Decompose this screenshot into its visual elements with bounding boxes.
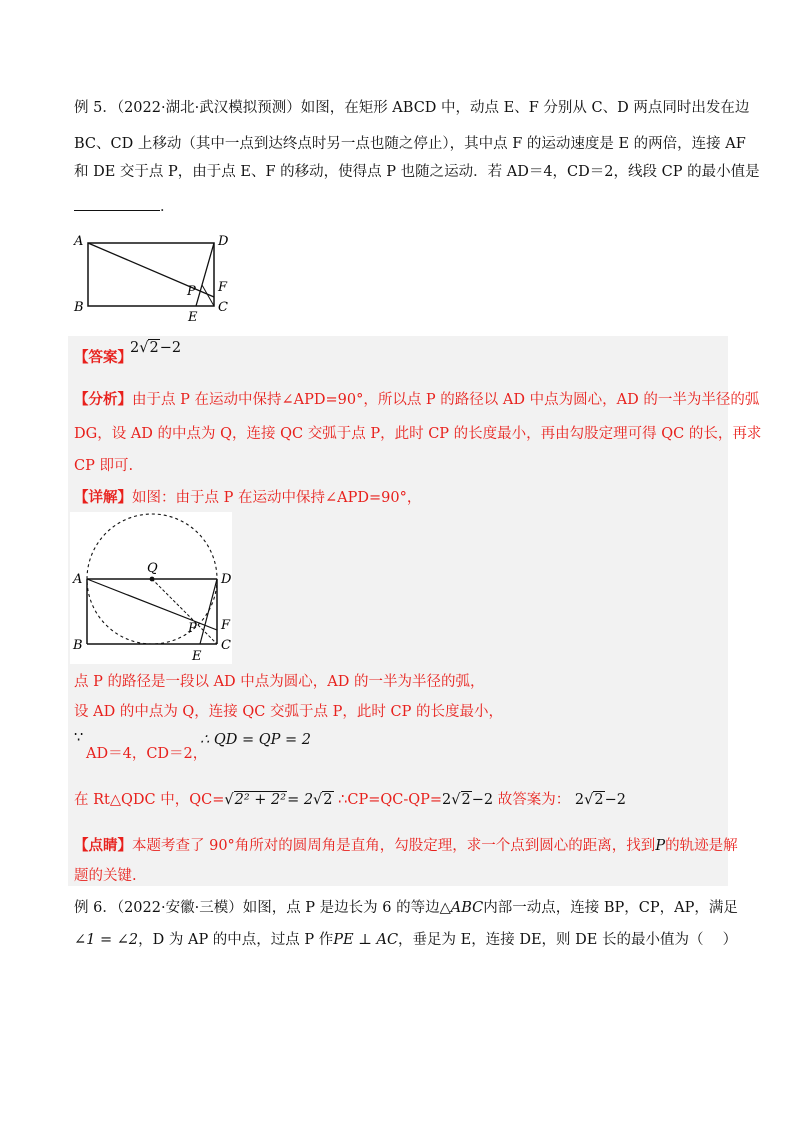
label-c: C bbox=[218, 300, 228, 315]
ex6-text-1b: 内部一动点，连接 BP，CP，AP，满足 bbox=[483, 900, 738, 916]
answer-label: 【答案】 bbox=[74, 349, 132, 366]
final-sqrt: √2 bbox=[584, 792, 604, 808]
ex5-line-2: BC、CD 上移动（其中一点到达终点时另一点也随之停止），其中点 F 的运动速度是 E 的两倍，连接 AF bbox=[74, 136, 746, 152]
ex5-line-3: 和 DE 交于点 P，由于点 E、F 的移动，使得点 P 也随之运动．若 AD＝4，CD＝2，线段 CP 的最小值是 bbox=[74, 164, 760, 180]
answer-coef: 2 bbox=[130, 340, 140, 356]
qc-sqrt-2: √2 bbox=[313, 792, 333, 808]
ex6-perpendicular: PE ⊥ AC bbox=[333, 932, 399, 948]
label-d: D bbox=[218, 234, 229, 249]
rt-line bbox=[74, 790, 626, 810]
label-a-2: A bbox=[73, 572, 83, 587]
comment-p: P bbox=[655, 838, 666, 854]
final-tail: −2 bbox=[604, 792, 626, 808]
analysis-label: 【分析】 bbox=[74, 391, 132, 408]
qc-radicand: 2² + 2² bbox=[234, 792, 287, 808]
ex5-line-4 bbox=[74, 196, 175, 217]
detail-intro bbox=[74, 488, 421, 508]
detail-line-2: 设 AD 的中点为 Q，连接 QC 交弧于点 P，此时 CP 的长度最小， bbox=[74, 704, 503, 720]
qc-radicand-2: 2 bbox=[323, 792, 333, 808]
cp-radicand: 2 bbox=[461, 792, 471, 808]
ex6-triangle: △ABC bbox=[439, 900, 484, 916]
rt-prefix: 在 Rt△QDC 中，QC= bbox=[74, 792, 225, 808]
sqrt-sign: √2 bbox=[139, 340, 159, 356]
detail-line-1: 点 P 的路径是一段以 AD 中点为圆心，AD 的一半为半径的弧， bbox=[74, 674, 485, 690]
label-f: F bbox=[218, 280, 228, 295]
label-q: Q bbox=[147, 561, 158, 576]
ex6-text-2a: ，D 为 AP 的中点，过点 P 作 bbox=[138, 932, 334, 948]
label-b: B bbox=[74, 300, 84, 315]
comment-label: 【点睛】 bbox=[74, 837, 132, 854]
label-b-2: B bbox=[73, 638, 83, 653]
final-prefix: 故答案为： bbox=[497, 792, 571, 808]
final-radicand: 2 bbox=[594, 792, 604, 808]
final-coef: 2 bbox=[574, 792, 585, 808]
analysis-line-3: CP 即可. bbox=[74, 458, 134, 474]
cp-sqrt: √2 bbox=[451, 792, 471, 808]
label-d-2: D bbox=[221, 572, 232, 587]
label-c-2: C bbox=[221, 638, 231, 653]
segment-af-2 bbox=[87, 579, 217, 630]
answer-blank bbox=[74, 196, 160, 211]
point-q bbox=[150, 577, 155, 582]
analysis-line-1 bbox=[74, 390, 759, 410]
ex6-angles: ∠1 = ∠2 bbox=[74, 932, 139, 948]
comment-line-2: 题的关键. bbox=[74, 868, 137, 884]
ex5-period: ． bbox=[160, 199, 175, 215]
figure-rectangle-1 bbox=[60, 225, 250, 325]
ex6-text-1a: 例 6．（2022·安徽·三模）如图，点 P 是边长为 6 的等边 bbox=[74, 900, 440, 916]
cp-tail: −2 bbox=[471, 792, 494, 808]
detail-label: 【详解】 bbox=[74, 489, 132, 506]
label-e-2: E bbox=[192, 649, 202, 664]
segment-pc bbox=[202, 285, 214, 306]
answer-value bbox=[130, 338, 181, 358]
comment-line-1 bbox=[74, 836, 738, 856]
ex5-line-1: 例 5．（2022·湖北·武汉模拟预测）如图，在矩形 ABCD 中，动点 E、F 分别从 C、D 两点同时出发在边 bbox=[74, 100, 750, 116]
label-e: E bbox=[188, 310, 198, 325]
ex6-line-2 bbox=[74, 930, 737, 950]
segment-de-2 bbox=[200, 579, 217, 644]
figure-circle-2 bbox=[70, 512, 232, 664]
analysis-line-2: DG，设 AD 的中点为 Q，连接 QC 交弧于点 P，此时 CP 的长度最小，再由勾股定理可得 QC 的长，再求 bbox=[74, 426, 762, 442]
label-a: A bbox=[74, 234, 84, 249]
cp-prefix: ∴CP=QC-QP= bbox=[338, 792, 443, 808]
because-symbol: ∵ bbox=[74, 730, 84, 746]
cp-coef: 2 bbox=[442, 792, 452, 808]
label-p-2: P bbox=[188, 621, 197, 636]
detail-intro-text: 如图：由于点 P 在运动中保持∠APD=90°， bbox=[132, 490, 422, 506]
comment-text-1a: 本题考查了 90°角所对的圆周角是直角，勾股定理，求一个点到圆心的距离，找到 bbox=[132, 838, 656, 854]
ex6-line-1 bbox=[74, 898, 738, 918]
ex6-text-2b: ，垂足为 E，连接 DE，则 DE 长的最小值为（ ） bbox=[398, 932, 738, 948]
label-f-2: F bbox=[221, 618, 231, 633]
analysis-text-1: 由于点 P 在运动中保持∠APD=90°，所以点 P 的路径以 AD 中点为圆心，AD 的一半为半径的弧 bbox=[132, 392, 760, 408]
qc-equals: = 2 bbox=[287, 792, 314, 808]
label-p: P bbox=[187, 284, 196, 299]
given-values: AD＝4，CD＝2， bbox=[86, 746, 208, 762]
answer-tail: −2 bbox=[159, 340, 182, 356]
segment-qc bbox=[152, 579, 217, 644]
because-line bbox=[74, 728, 83, 748]
comment-text-1b: 的轨迹是解 bbox=[665, 838, 738, 854]
answer-radicand: 2 bbox=[149, 340, 159, 356]
therefore-equation: ∴ QD = QP = 2 bbox=[200, 732, 311, 748]
qc-sqrt: √2² + 2² bbox=[224, 792, 287, 808]
